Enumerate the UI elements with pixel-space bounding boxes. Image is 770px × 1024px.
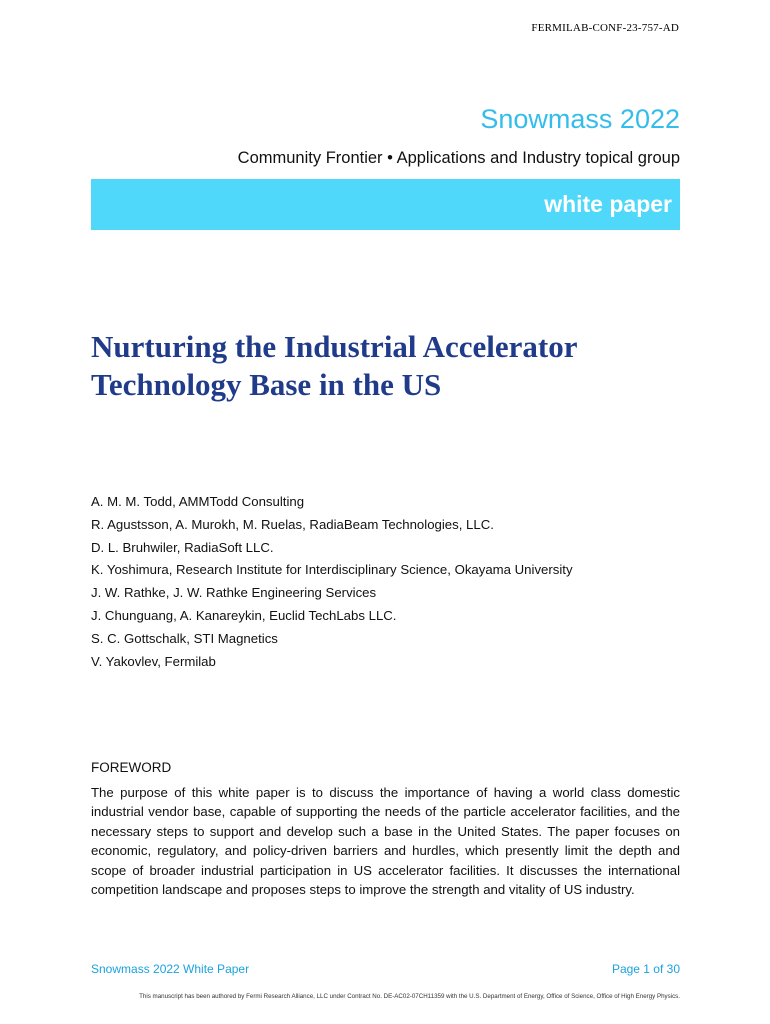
author-entry: D. L. Bruhwiler, RadiaSoft LLC. (91, 539, 274, 555)
foreword-paragraph: The purpose of this white paper is to discuss the importance of having a world class domestic industrial vendor base, capable of supporting the needs of the particle accelerator facilities, and the necessary steps to support and develop such a base in the United States. The paper focuses on economic, regulatory, and policy-driven barriers and hurdles, which presently limit the depth and scope of broader industrial participation in US accelerator facilities. It discusses the international competition landscape and proposes steps to improve the strength and vitality of US industry. (91, 785, 680, 898)
topical-group-subtitle: Community Frontier • Applications and Industry topical group (237, 149, 680, 167)
series-title: Snowmass 2022 (480, 104, 680, 134)
author-list (91, 491, 573, 673)
document-title (91, 328, 691, 404)
white-paper-banner (91, 179, 680, 230)
document-title-line-1: Nurturing the Industrial Accelerator (91, 329, 578, 364)
author-entry: J. Chunguang, A. Kanareykin, Euclid TechLabs LLC. (91, 607, 397, 623)
author-entry: R. Agustsson, A. Murokh, M. Ruelas, RadiaBeam Technologies, LLC. (91, 516, 494, 532)
report-number: FERMILAB-CONF-23-757-AD (531, 22, 679, 34)
footer-funding-note: This manuscript has been authored by Fermi Research Alliance, LLC under Contract No. DE-AC02-07CH11359 with the U.S. Department of Energy, Office of Science, Office of High Energy Physics. (139, 993, 680, 1000)
author-entry: A. M. M. Todd, AMMTodd Consulting (91, 494, 305, 509)
author-entry: J. W. Rathke, J. W. Rathke Engineering Services (91, 585, 377, 601)
author-entry: V. Yakovlev, Fermilab (91, 653, 216, 669)
author-entry: S. C. Gottschalk, STI Magnetics (91, 630, 278, 646)
footer-series-label: Snowmass 2022 White Paper (91, 962, 250, 976)
foreword-heading: FOREWORD (91, 760, 172, 775)
document-title-line-2: Technology Base in the US (91, 367, 442, 402)
banner-label: white paper (544, 191, 672, 217)
author-entry: K. Yoshimura, Research Institute for Interdisciplinary Science, Okayama University (91, 562, 573, 578)
footer-page-number: Page 1 of 30 (611, 962, 680, 976)
